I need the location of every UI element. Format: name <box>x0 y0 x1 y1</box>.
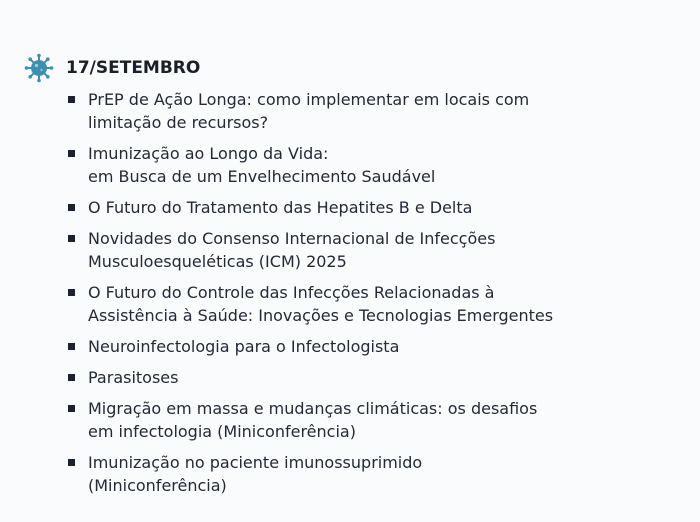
topic-line: em Busca de um Envelhecimento Saudável <box>88 167 436 186</box>
topic-line: limitação de recursos? <box>88 113 269 132</box>
topic-line: Imunização ao Longo da Vida: <box>88 144 329 163</box>
square-bullet-icon <box>68 150 75 157</box>
topic-line: O Futuro do Controle das Infecções Relacionadas à <box>88 283 495 302</box>
topic-line: Musculoesqueléticas (ICM) 2025 <box>88 252 347 271</box>
square-bullet-icon <box>68 343 75 350</box>
date-header <box>24 53 200 83</box>
list-item <box>68 397 678 443</box>
date-label: 17/SETEMBRO <box>66 58 201 78</box>
topic-line: Neuroinfectologia para o Infectologista <box>88 337 400 356</box>
topic-line: (Miniconferência) <box>88 476 227 495</box>
list-item <box>68 142 678 188</box>
topic-line: O Futuro do Tratamento das Hepatites B e Delta <box>88 198 473 217</box>
topic-line: em infectologia (Miniconferência) <box>88 422 356 441</box>
topic-line: PrEP de Ação Longa: como implementar em locais com <box>88 90 530 109</box>
list-item <box>68 335 678 358</box>
topic-line: Parasitoses <box>88 368 179 387</box>
square-bullet-icon <box>68 235 75 242</box>
square-bullet-icon <box>68 204 75 211</box>
topic-line: Imunização no paciente imunossuprimido <box>88 453 423 472</box>
square-bullet-icon <box>68 96 75 103</box>
topic-line: Assistência à Saúde: Inovações e Tecnologias Emergentes <box>88 306 554 325</box>
square-bullet-icon <box>68 374 75 381</box>
list-item <box>68 196 678 219</box>
list-item <box>68 281 678 327</box>
virus-icon <box>24 53 54 83</box>
list-item <box>68 366 678 389</box>
topic-line: Novidades do Consenso Internacional de Infecções <box>88 229 496 248</box>
square-bullet-icon <box>68 405 75 412</box>
square-bullet-icon <box>68 289 75 296</box>
list-item <box>68 227 678 273</box>
list-item <box>68 451 678 497</box>
square-bullet-icon <box>68 459 75 466</box>
topic-line: Migração em massa e mudanças climáticas: os desafios <box>88 399 538 418</box>
list-item <box>68 88 678 134</box>
topic-list <box>68 88 678 505</box>
